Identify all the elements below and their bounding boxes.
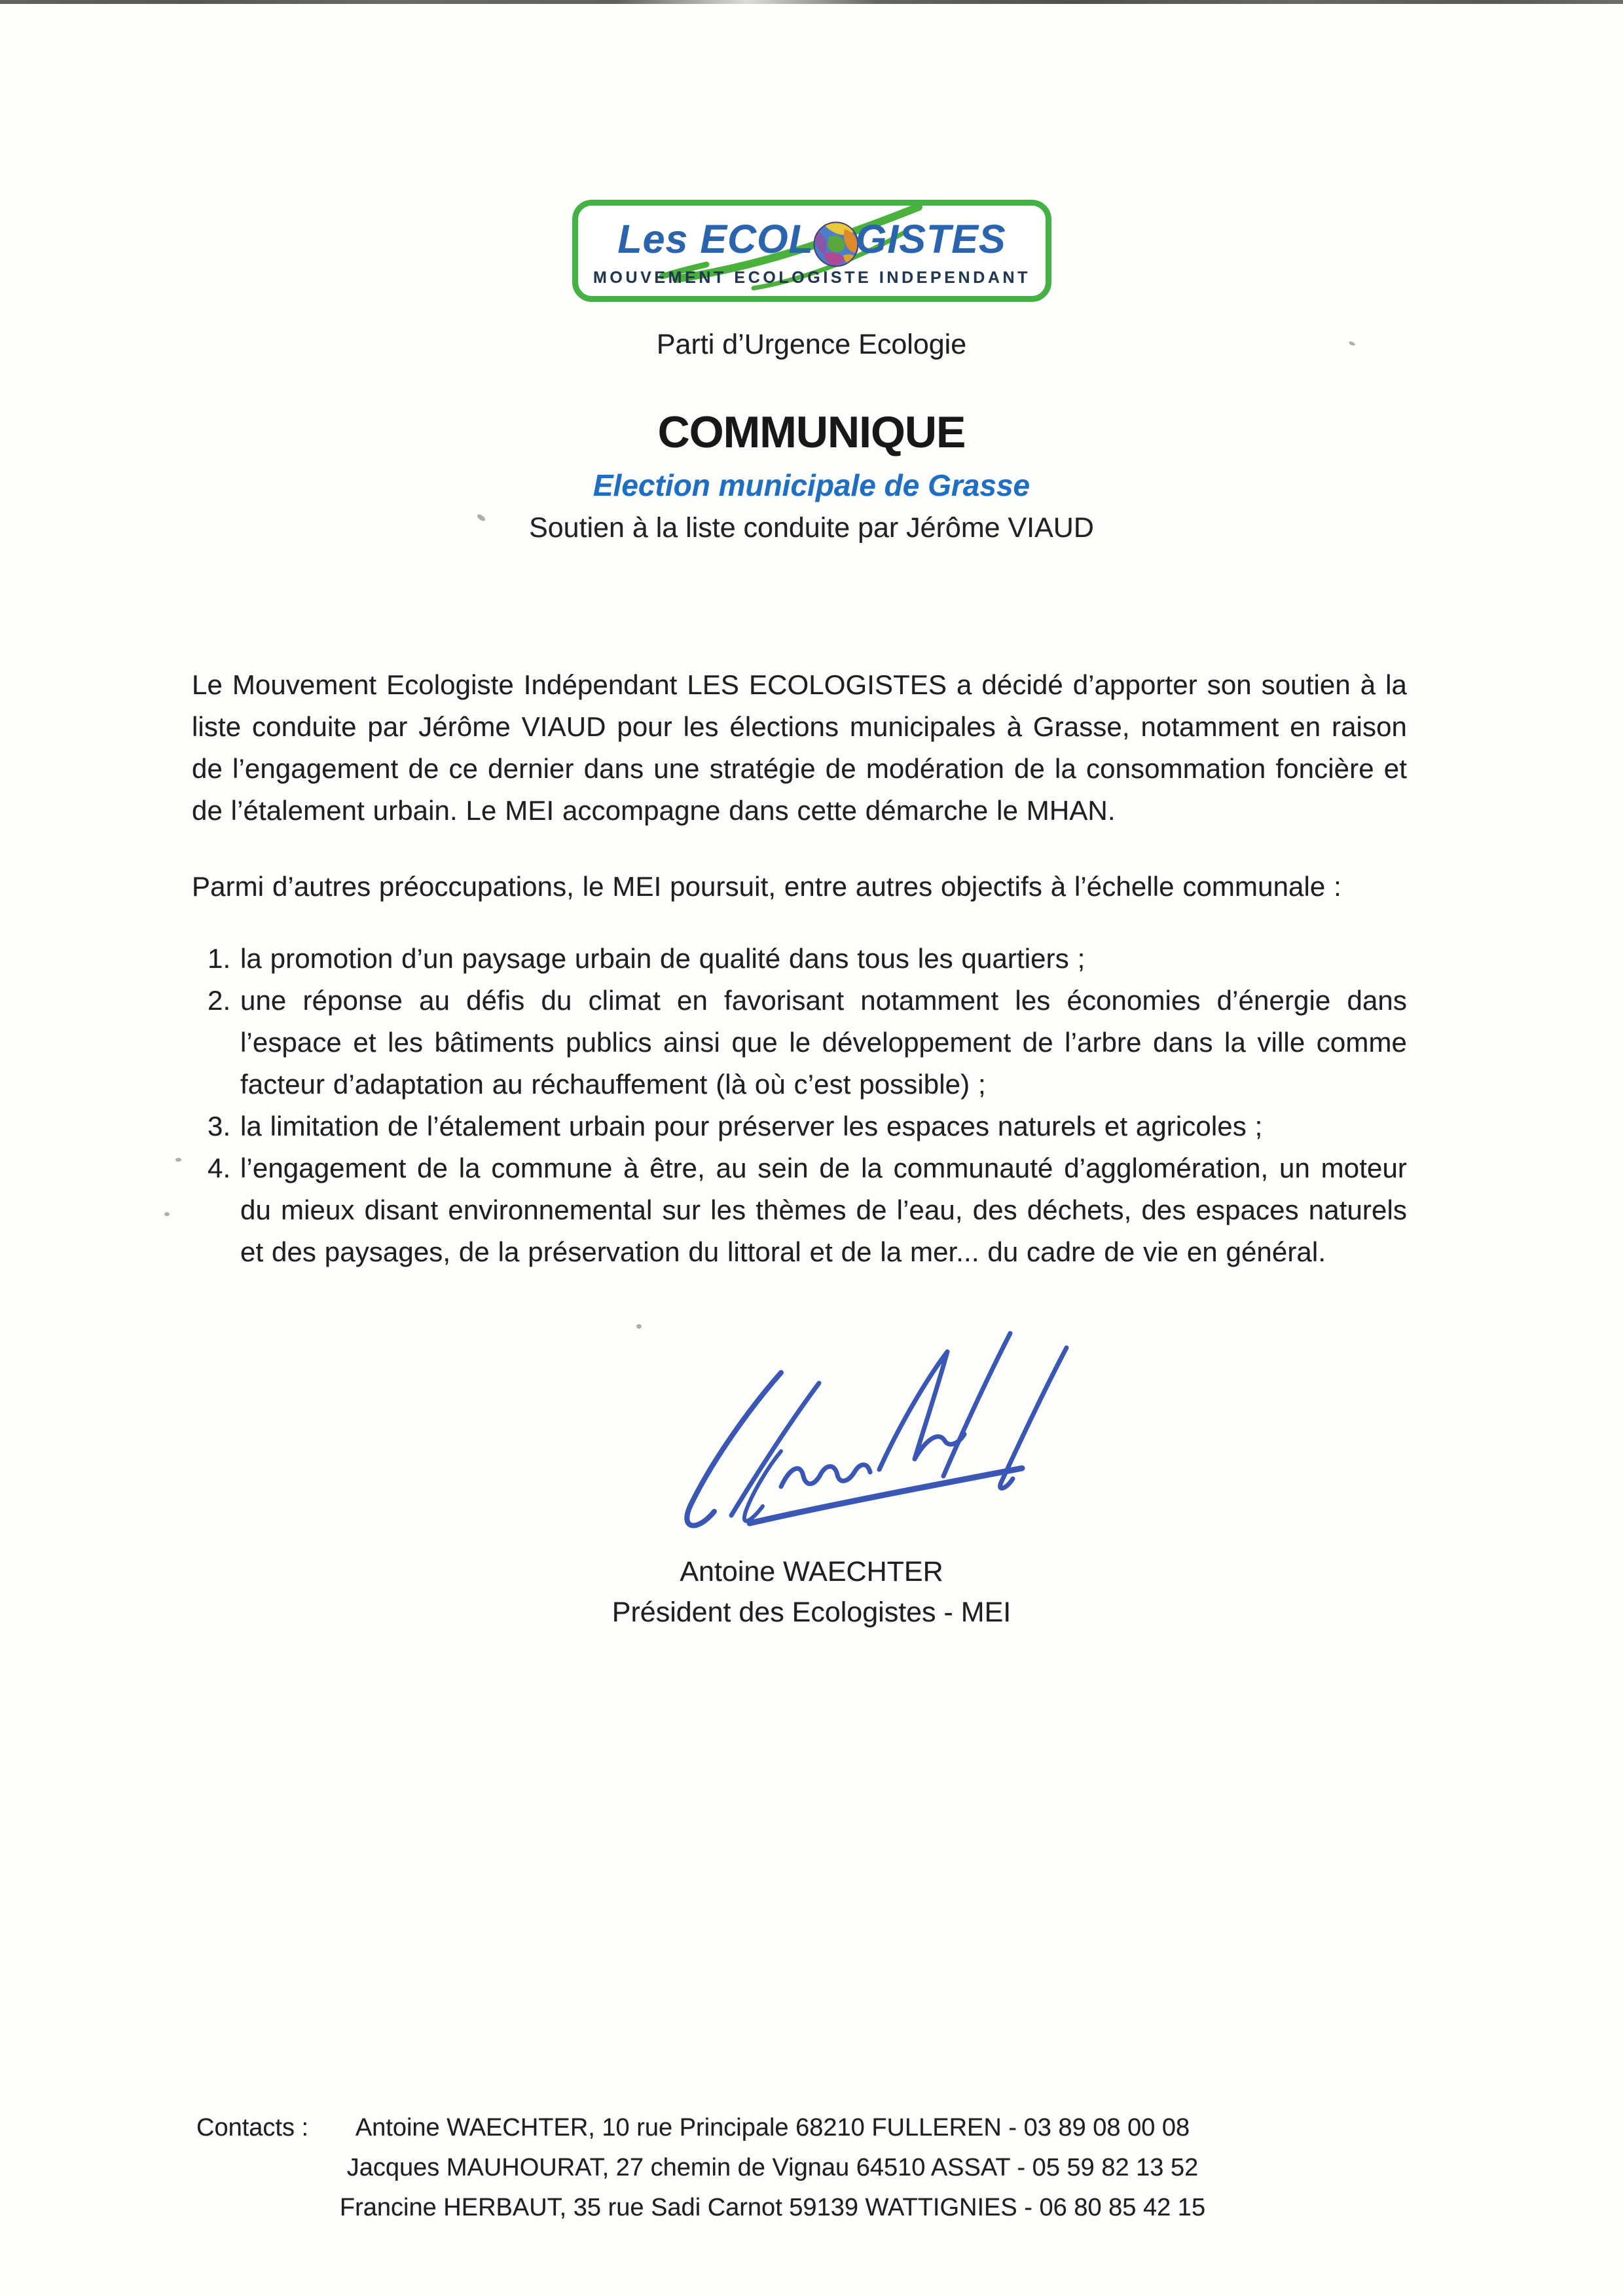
contacts-list	[295, 2108, 1250, 2228]
communique-title: COMMUNIQUE	[657, 407, 966, 457]
contact-line: Francine HERBAUT, 35 rue Sadi Carnot 59139 WATTIGNIES - 06 80 85 42 15	[339, 2194, 1206, 2221]
list-item: 1. la promotion d’un paysage urbain de qualité dans tous les quartiers ;	[239, 938, 1407, 980]
contact-line: Jacques MAUHOURAT, 27 chemin de Vignau 64510 ASSAT - 05 59 82 13 52	[346, 2154, 1199, 2181]
logo-subtitle: MOUVEMENT ECOLOGISTE INDEPENDANT	[593, 268, 1031, 287]
les-ecologistes-logo	[572, 200, 1051, 302]
scan-speck	[164, 1212, 170, 1216]
signature-scribble	[651, 1311, 1097, 1534]
paragraph-objectives-intro: Parmi d’autres préoccupations, le MEI poursuit, entre autres objectifs à l’échelle communale :	[192, 871, 1341, 902]
logo-title	[578, 210, 1046, 268]
party-line: Parti d’Urgence Ecologie	[656, 329, 967, 360]
list-item: 4. l’engagement de la commune à être, au sein de la communauté d’agglomération, un moteur du mieux disant environnemental sur les thèmes de l’eau, des déchets, des espaces naturels et des paysages, de la préservation du littoral et de la mer... du cadre de vie en général.	[239, 1147, 1407, 1273]
list-item: 3. la limitation de l’étalement urbain pour préserver les espaces naturels et agricoles ;	[239, 1105, 1407, 1147]
signer-title: Président des Ecologistes - MEI	[611, 1597, 1012, 1628]
globe-icon	[812, 220, 860, 268]
list-item: 2. une réponse au défis du climat en favorisant notamment les économies d’énergie dans l’espace et les bâtiments publics ainsi que le développement de l’arbre dans la ville comme facteur d’adaptation au réchauffement (là où c’est possible) ;	[239, 980, 1407, 1105]
signer-name: Antoine WAECHTER	[680, 1556, 943, 1587]
scan-speck	[636, 1324, 642, 1329]
election-subtitle: Election municipale de Grasse	[593, 468, 1030, 502]
support-line: Soutien à la liste conduite par Jérôme VIAUD	[529, 512, 1094, 544]
contact-line: Antoine WAECHTER, 10 rue Principale 68210 FULLEREN - 03 89 08 00 08	[355, 2114, 1190, 2141]
contacts-label: Contacts :	[196, 2114, 309, 2141]
logo-title-prefix: Les ECOL	[617, 217, 814, 261]
logo-title-suffix: GISTES	[855, 217, 1006, 261]
scan-edge-artifact	[0, 0, 1623, 4]
objectives-list	[192, 938, 1407, 1273]
paragraph-support: Le Mouvement Ecologiste Indépendant LES ECOLOGISTES a décidé d’apporter son soutien à la liste conduite par Jérôme VIAUD pour les élections municipales à Grasse, notamment en raison de l’engagement de ce dernier dans une stratégie de modération de la consommation foncière et de l’étalement urbain. Le MEI accompagne dans cette démarche le MHAN.	[192, 669, 1407, 826]
scan-speck	[175, 1158, 181, 1162]
